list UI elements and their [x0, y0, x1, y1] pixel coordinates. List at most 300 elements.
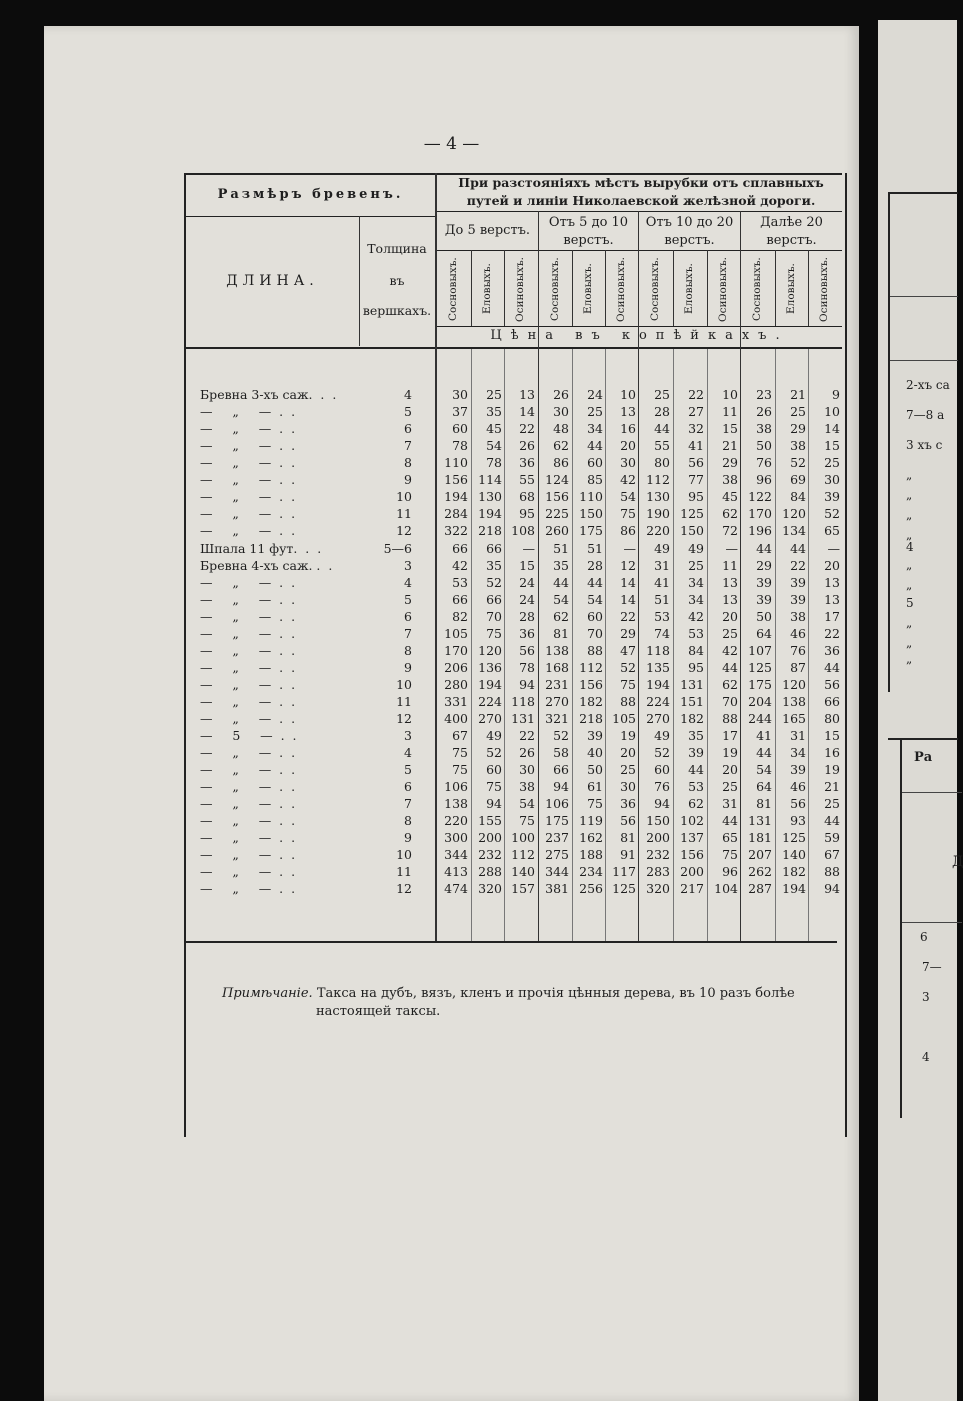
price-cell: 104: [714, 881, 738, 896]
price-cell: 200: [478, 830, 502, 845]
price-cell: 138: [545, 643, 569, 658]
price-cell: 13: [824, 575, 840, 590]
price-cell: 46: [790, 626, 806, 641]
price-cell: 45: [722, 489, 738, 504]
price-cell: 68: [519, 489, 535, 504]
price-cell: 52: [790, 455, 806, 470]
price-cell: 331: [444, 694, 468, 709]
price-cell: 11: [722, 404, 738, 419]
price-cell: 118: [511, 694, 535, 709]
table-row: [0, 693, 860, 710]
thickness-cell: 6: [404, 609, 412, 624]
price-cell: 25: [722, 779, 738, 794]
price-cell: 54: [620, 489, 636, 504]
price-cell: 94: [553, 779, 569, 794]
price-cell: 64: [756, 779, 772, 794]
row-label: — „ — . .: [200, 523, 296, 538]
price-cell: 14: [620, 575, 636, 590]
price-cell: 81: [620, 830, 636, 845]
price-cell: 26: [519, 438, 535, 453]
price-cell: —: [725, 541, 738, 556]
price-cell: 107: [748, 643, 772, 658]
price-cell: 94: [486, 796, 502, 811]
price-cell: 15: [519, 558, 535, 573]
price-cell: 28: [654, 404, 670, 419]
price-cell: 39: [587, 728, 603, 743]
next-page-text: 4: [906, 540, 914, 554]
price-cell: 280: [444, 677, 468, 692]
price-cell: 56: [790, 796, 806, 811]
price-cell: 60: [654, 762, 670, 777]
next-page-d: Д: [952, 854, 963, 870]
price-cell: 120: [782, 506, 806, 521]
price-cell: 75: [620, 506, 636, 521]
thickness-cell: 7: [404, 438, 412, 453]
price-cell: 78: [486, 455, 502, 470]
price-cell: 70: [722, 694, 738, 709]
price-cell: 220: [444, 813, 468, 828]
price-cell: 35: [486, 404, 502, 419]
price-cell: 61: [587, 779, 603, 794]
price-cell: 31: [722, 796, 738, 811]
table-row: [0, 727, 860, 744]
price-cell: 39: [790, 592, 806, 607]
price-cell: 188: [579, 847, 603, 862]
thickness-cell: 4: [404, 387, 412, 402]
price-cell: 78: [452, 438, 468, 453]
thickness-cell: 12: [396, 711, 412, 726]
price-cell: 168: [545, 660, 569, 675]
price-cell: 234: [579, 864, 603, 879]
price-cell: 194: [478, 677, 502, 692]
price-cell: 62: [688, 796, 704, 811]
table-row: [0, 744, 860, 761]
price-cell: 288: [478, 864, 502, 879]
price-cell: 44: [722, 660, 738, 675]
price-cell: 224: [478, 694, 502, 709]
price-cell: 36: [824, 643, 840, 658]
price-cell: 120: [478, 643, 502, 658]
price-cell: 207: [748, 847, 772, 862]
price-cell: 75: [587, 796, 603, 811]
price-cell: 162: [579, 830, 603, 845]
price-cell: 25: [620, 762, 636, 777]
price-cell: 38: [756, 421, 772, 436]
price-cell: 344: [545, 864, 569, 879]
next-page-header: Ра: [914, 750, 933, 765]
next-page-text: „: [906, 558, 913, 572]
note-text-2: настоящей таксы.: [316, 1004, 441, 1019]
thickness-cell: 9: [404, 830, 412, 845]
price-cell: 112: [579, 660, 603, 675]
price-cell: 140: [782, 847, 806, 862]
group-header: До 5 верстъ.: [444, 223, 531, 238]
price-cell: 194: [444, 489, 468, 504]
price-cell: 26: [553, 387, 569, 402]
species-header: Сосновыхъ.: [549, 257, 561, 321]
next-page-text: „: [906, 578, 913, 592]
subcol-divider: [605, 250, 606, 326]
price-cell: 10: [824, 404, 840, 419]
price-cell: 140: [511, 864, 535, 879]
row-label: — „ — . .: [200, 830, 296, 845]
price-cell: 44: [688, 762, 704, 777]
species-header: Сосновыхъ.: [649, 257, 661, 321]
price-cell: 15: [824, 438, 840, 453]
price-cell: 96: [722, 864, 738, 879]
thickness-header-2: въ: [389, 273, 405, 288]
price-cell: 44: [722, 813, 738, 828]
price-cell: 20: [620, 438, 636, 453]
price-cell: 112: [511, 847, 535, 862]
price-cell: 34: [688, 592, 704, 607]
price-cell: 48: [553, 421, 569, 436]
price-cell: 34: [587, 421, 603, 436]
price-cell: 100: [511, 830, 535, 845]
price-cell: 53: [688, 626, 704, 641]
price-cell: 76: [790, 643, 806, 658]
thickness-cell: 3: [404, 558, 412, 573]
price-cell: 75: [486, 626, 502, 641]
price-cell: 24: [587, 387, 603, 402]
thickness-cell: 10: [396, 847, 412, 862]
price-cell: 218: [478, 523, 502, 538]
table-row: [0, 557, 860, 574]
price-cell: 13: [722, 592, 738, 607]
price-cell: 25: [824, 796, 840, 811]
thickness-cell: 11: [396, 506, 412, 521]
price-cell: 270: [478, 711, 502, 726]
table-row: [0, 540, 860, 557]
price-cell: 52: [654, 745, 670, 760]
price-cell: 41: [654, 575, 670, 590]
row-label: — „ — . .: [200, 404, 296, 419]
table-header-bottom-rule: [186, 347, 842, 349]
row-label: — „ — . .: [200, 421, 296, 436]
price-cell: 125: [782, 830, 806, 845]
price-cell: 30: [452, 387, 468, 402]
price-cell: 25: [722, 626, 738, 641]
price-cell: 194: [646, 677, 670, 692]
price-cell: 62: [553, 438, 569, 453]
price-cell: 86: [553, 455, 569, 470]
price-cell: 182: [579, 694, 603, 709]
price-cell: 287: [748, 881, 772, 896]
price-cell: 55: [654, 438, 670, 453]
next-page-rule: [902, 792, 962, 793]
table-row: [0, 386, 860, 403]
price-cell: 75: [486, 779, 502, 794]
price-cell: 76: [654, 779, 670, 794]
price-cell: 175: [748, 677, 772, 692]
species-header: Еловыхъ.: [582, 263, 594, 315]
price-cell: 30: [824, 472, 840, 487]
table-row: [0, 676, 860, 693]
price-cell: 300: [444, 830, 468, 845]
price-cell: 60: [587, 609, 603, 624]
price-cell: 31: [790, 728, 806, 743]
price-cell: 137: [680, 830, 704, 845]
next-page-text: 2-хъ са: [906, 378, 950, 392]
price-cell: 38: [790, 438, 806, 453]
price-cell: 14: [519, 404, 535, 419]
row-label: — „ — . .: [200, 762, 296, 777]
price-cell: 237: [545, 830, 569, 845]
price-cell: 256: [579, 881, 603, 896]
row-label: — „ — . .: [200, 881, 296, 896]
species-header: Осиновыхъ.: [818, 256, 830, 322]
price-cell: 15: [824, 728, 840, 743]
price-cell: 75: [519, 813, 535, 828]
price-cell: 95: [688, 660, 704, 675]
price-cell: 108: [511, 523, 535, 538]
price-cell: 19: [824, 762, 840, 777]
thickness-cell: 10: [396, 677, 412, 692]
price-cell: 86: [620, 523, 636, 538]
price-cell: 66: [553, 762, 569, 777]
price-cell: 52: [486, 575, 502, 590]
price-cell: 220: [646, 523, 670, 538]
price-cell: 206: [444, 660, 468, 675]
price-cell: 106: [545, 796, 569, 811]
price-cell: 231: [545, 677, 569, 692]
thickness-cell: 9: [404, 472, 412, 487]
price-cell: 14: [620, 592, 636, 607]
price-cell: 66: [486, 592, 502, 607]
next-page-rule: [902, 922, 962, 923]
price-cell: 283: [646, 864, 670, 879]
table-bottom-rule: [186, 941, 837, 943]
next-page-text: 7—8 а: [906, 408, 945, 422]
price-cell: 49: [688, 541, 704, 556]
price-cell: 39: [790, 575, 806, 590]
row-label: — „ — . .: [200, 609, 296, 624]
price-cell: 74: [654, 626, 670, 641]
thickness-cell: 10: [396, 489, 412, 504]
price-cell: 37: [452, 404, 468, 419]
price-cell: 44: [587, 438, 603, 453]
price-cell: 84: [790, 489, 806, 504]
thickness-cell: 11: [396, 694, 412, 709]
price-cell: 25: [654, 387, 670, 402]
price-cell: 114: [478, 472, 502, 487]
table-row: [0, 625, 860, 642]
row-label: — „ — . .: [200, 643, 296, 658]
price-cell: 218: [579, 711, 603, 726]
price-cell: 27: [688, 404, 704, 419]
subcol-divider: [471, 250, 472, 326]
row-label: — „ — . .: [200, 694, 296, 709]
price-cell: 42: [722, 643, 738, 658]
species-header: Еловыхъ.: [683, 263, 695, 315]
table-row: [0, 591, 860, 608]
row-label: — „ — . .: [200, 472, 296, 487]
thickness-cell: 5: [404, 762, 412, 777]
price-cell: 49: [654, 541, 670, 556]
row-label: — „ — . .: [200, 847, 296, 862]
price-cell: 204: [748, 694, 772, 709]
price-cell: —: [522, 541, 535, 556]
price-cell: 29: [722, 455, 738, 470]
subcol-divider: [775, 250, 776, 326]
price-cell: 117: [612, 864, 636, 879]
price-cell: 134: [782, 523, 806, 538]
table-row: [0, 454, 860, 471]
price-cell: 13: [620, 404, 636, 419]
price-cell: 321: [545, 711, 569, 726]
next-page-border: [900, 738, 902, 1118]
price-cell: 232: [646, 847, 670, 862]
price-cell: 51: [654, 592, 670, 607]
table-row: [0, 812, 860, 829]
price-cell: 44: [756, 541, 772, 556]
price-cell: 22: [519, 421, 535, 436]
price-cell: 96: [756, 472, 772, 487]
note-label: Примѣчаніе.: [222, 986, 313, 1001]
price-cell: 78: [519, 660, 535, 675]
price-cell: 13: [722, 575, 738, 590]
price-cell: 38: [722, 472, 738, 487]
group-header: Отъ 10 до 20 верстъ.: [645, 215, 734, 248]
price-cell: 170: [444, 643, 468, 658]
price-cell: 56: [519, 643, 535, 658]
thickness-cell: 11: [396, 864, 412, 879]
price-cell: 284: [444, 506, 468, 521]
price-cell: 156: [579, 677, 603, 692]
price-cell: 54: [519, 796, 535, 811]
price-cell: 44: [756, 745, 772, 760]
price-cell: 88: [824, 864, 840, 879]
price-cell: 157: [511, 881, 535, 896]
thickness-cell: 6: [404, 779, 412, 794]
price-cell: 41: [688, 438, 704, 453]
price-cell: 25: [790, 404, 806, 419]
price-cell: 270: [545, 694, 569, 709]
price-cell: 28: [519, 609, 535, 624]
price-cell: 70: [587, 626, 603, 641]
price-cell: 12: [620, 558, 636, 573]
next-page-text: „: [906, 616, 913, 630]
thickness-cell: 4: [404, 745, 412, 760]
price-cell: 29: [756, 558, 772, 573]
price-cell: 65: [722, 830, 738, 845]
price-cell: 156: [680, 847, 704, 862]
price-cell: 64: [756, 626, 772, 641]
price-cell: —: [623, 541, 636, 556]
price-cell: 20: [722, 762, 738, 777]
price-cell: 131: [748, 813, 772, 828]
price-cell: 320: [478, 881, 502, 896]
thickness-cell: 8: [404, 643, 412, 658]
price-cell: 29: [790, 421, 806, 436]
price-cell: 112: [646, 472, 670, 487]
price-cell: 91: [620, 847, 636, 862]
price-cell: 56: [824, 677, 840, 692]
next-page-edge: [878, 20, 963, 1401]
price-cell: 130: [478, 489, 502, 504]
price-cell: 80: [824, 711, 840, 726]
price-cell: 75: [722, 847, 738, 862]
price-cell: 39: [756, 575, 772, 590]
table-row: [0, 574, 860, 591]
price-cell: 118: [646, 643, 670, 658]
table-row: [0, 522, 860, 539]
next-page-text: „: [906, 636, 913, 650]
price-cell: 54: [587, 592, 603, 607]
price-cell: 53: [688, 779, 704, 794]
price-cell: 13: [519, 387, 535, 402]
row-label: — „ — . .: [200, 677, 296, 692]
table-row: [0, 642, 860, 659]
row-label: Бревна 3-хъ саж. . .: [200, 387, 337, 402]
price-cell: 102: [680, 813, 704, 828]
price-cell: 105: [444, 626, 468, 641]
thickness-cell: 8: [404, 813, 412, 828]
price-cell: 20: [722, 609, 738, 624]
thickness-cell: 6: [404, 421, 412, 436]
price-cell: 32: [688, 421, 704, 436]
price-cell: 20: [620, 745, 636, 760]
price-cell: 65: [824, 523, 840, 538]
price-cell: 36: [519, 626, 535, 641]
price-cell: 49: [654, 728, 670, 743]
price-cell: 34: [688, 575, 704, 590]
next-page-text: 3: [922, 990, 930, 1004]
price-cell: 66: [452, 592, 468, 607]
table-row: [0, 403, 860, 420]
price-cell: 44: [824, 660, 840, 675]
price-cell: 217: [680, 881, 704, 896]
next-page-text: 5: [906, 596, 914, 610]
price-cell: 51: [587, 541, 603, 556]
price-cell: 85: [587, 472, 603, 487]
price-cell: 52: [486, 745, 502, 760]
thickness-cell: 9: [404, 660, 412, 675]
price-cell: 320: [646, 881, 670, 896]
price-cell: 15: [722, 421, 738, 436]
thickness-header-3: вершкахъ.: [362, 303, 432, 318]
note-text-1: Такса на дубъ, вязъ, кленъ и прочія цѣнныя дерева, въ 10 разъ болѣе: [316, 986, 795, 1001]
row-label: — „ — . .: [200, 779, 296, 794]
row-label: — „ — . .: [200, 626, 296, 641]
table-header-rule: [186, 216, 435, 217]
price-cell: 260: [545, 523, 569, 538]
next-page-text: 4: [922, 1050, 930, 1064]
row-label: — „ — . .: [200, 506, 296, 521]
price-cell: 270: [646, 711, 670, 726]
thickness-cell: 12: [396, 881, 412, 896]
price-cell: 75: [452, 745, 468, 760]
next-page-text: 6: [920, 930, 928, 944]
price-cell: 25: [486, 387, 502, 402]
price-cell: 244: [748, 711, 772, 726]
price-cell: 81: [553, 626, 569, 641]
price-cell: 35: [553, 558, 569, 573]
price-cell: 21: [790, 387, 806, 402]
price-cell: 165: [782, 711, 806, 726]
price-cell: 44: [553, 575, 569, 590]
table-row: [0, 863, 860, 880]
price-cell: 66: [452, 541, 468, 556]
price-cell: 38: [519, 779, 535, 794]
next-page-border: [888, 192, 890, 692]
price-cell: 150: [579, 506, 603, 521]
price-cell: 35: [688, 728, 704, 743]
price-cell: 400: [444, 711, 468, 726]
species-header: Еловыхъ.: [785, 263, 797, 315]
price-cell: 54: [553, 592, 569, 607]
price-cell: 175: [579, 523, 603, 538]
